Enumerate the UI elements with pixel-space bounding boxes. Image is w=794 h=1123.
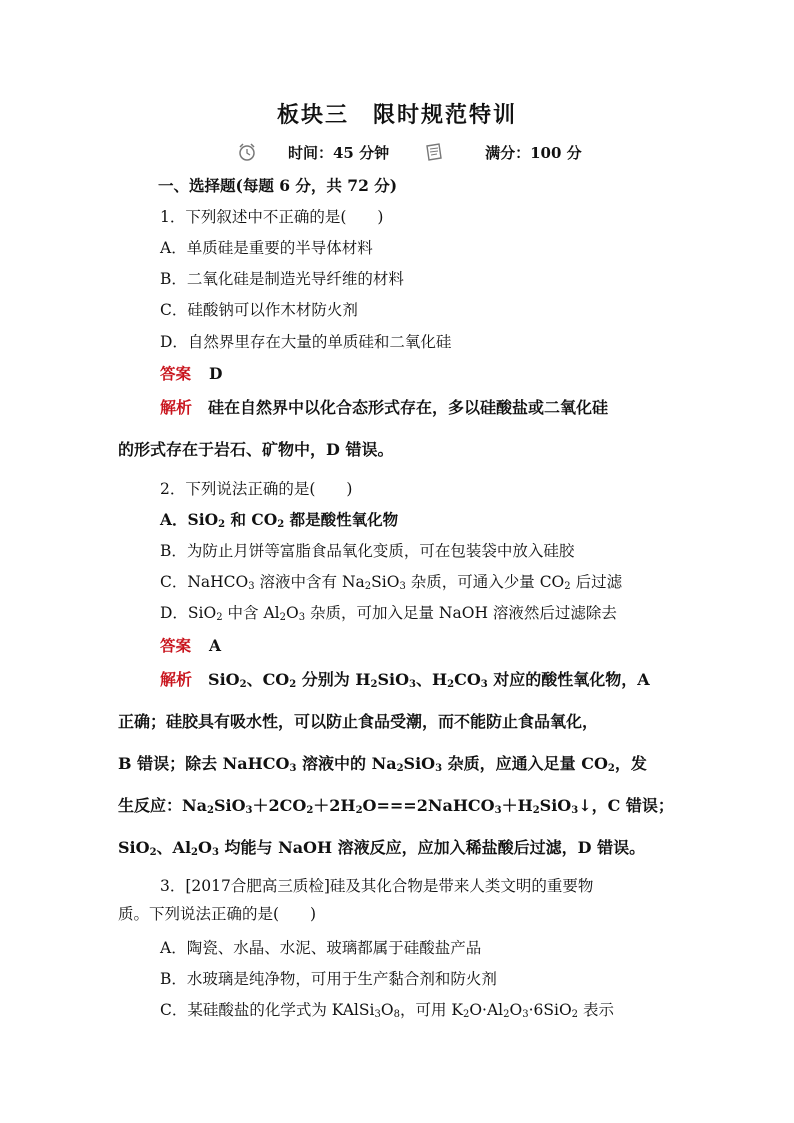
- q3-option-c: C．某硅酸盐的化学式为 $KAlSi_3O_8$，可用 $K_2O\cdot Al_2O_3\cdot 6SiO_2$ 表示: [160, 1001, 614, 1020]
- q3-option-b: B．水玻璃是纯净物，可用于生产黏合剂和防火剂: [160, 970, 497, 988]
- q2-explanation-line2: 正确；硅胶具有吸水性，可以防止食品受潮，而不能防止食品氧化，: [118, 712, 599, 731]
- q3-stem-line1: 3．[2017合肥高三质检]硅及其化合物是带来人类文明的重要物: [160, 877, 594, 895]
- explain-label: 解析: [160, 670, 193, 689]
- paper-score-icon: [423, 141, 445, 163]
- exam-meta: [236, 140, 582, 164]
- q2-option-a: A．SiO$_2$ 和 $CO_2$ 都是酸性氧化物: [160, 510, 399, 530]
- q1-explanation-line1: [160, 398, 720, 417]
- page-title: 板块三 限时规范特训: [276, 102, 517, 128]
- explain-text: 硅在自然界中以化合态形式存在，多以硅酸盐或二氧化硅: [208, 398, 609, 417]
- q1-explanation-line2: 的形式存在于岩石、矿物中，D 错误。: [118, 440, 394, 459]
- answer-value: A: [209, 636, 222, 655]
- q2-option-c: C．NaHCO$_3$ 溶液中含有 $Na_2SiO_3$ 杂质，可通入少量 $CO_2$ 后过滤: [160, 573, 623, 592]
- q2-option-d: D．SiO$_2$ 中含 $Al_2O_3$ 杂质，可加入足量 NaOH 溶液然后过滤除去: [160, 604, 617, 623]
- q1-option-b: B．二氧化硅是制造光导纤维的材料: [160, 270, 404, 288]
- q1-stem: 1．下列叙述中不正确的是( ): [160, 208, 384, 226]
- q2-explanation-line5: SiO$_2$、$Al_2O_3$ 均能与 NaOH 溶液反应，应加入稀盐酸后过滤，D 错误。: [118, 838, 646, 858]
- q2-explanation-line4: 生反应：$Na_2SiO_3+2CO_2+2H_2O===2NaHCO_3+H_2SiO_3↓$，C 错误；: [118, 796, 674, 816]
- q1-option-d: D．自然界里存在大量的单质硅和二氧化硅: [160, 333, 452, 351]
- q1-option-c: C．硅酸钠可以作木材防火剂: [160, 301, 358, 319]
- explain-label: 解析: [160, 398, 193, 417]
- answer-label: 答案: [160, 364, 192, 383]
- q3-option-a: A．陶瓷、水晶、水泥、玻璃都属于硅酸盐产品: [160, 939, 482, 957]
- q1-option-a: A．单质硅是重要的半导体材料: [160, 239, 373, 257]
- full-score: 满分：100 分: [485, 143, 582, 162]
- q1-answer: [160, 362, 222, 384]
- section-heading: 一、选择题(每题 6 分，共 72 分): [158, 176, 398, 195]
- answer-label: 答案: [160, 636, 192, 655]
- answer-value: D: [209, 364, 223, 383]
- time-limit: 时间：45 分钟: [288, 143, 390, 162]
- q2-stem: 2．下列说法正确的是( ): [160, 480, 353, 498]
- q2-explanation-line1: 解析 SiO$_2$、$CO_2$ 分别为 $H_2SiO_3$、$H_2CO_3$ 对应的酸性氧化物，A: [160, 670, 650, 690]
- q3-stem-line2: 质。下列说法正确的是( ): [118, 905, 317, 923]
- alarm-clock-icon: [236, 141, 258, 163]
- q2-explanation-line3: B 错误；除去 NaHCO$_3$ 溶液中的 $Na_2SiO_3$ 杂质，应通入足量 $CO_2$，发: [118, 754, 647, 774]
- q2-answer: [160, 634, 221, 656]
- q2-option-b: B．为防止月饼等富脂食品氧化变质，可在包装袋中放入硅胶: [160, 542, 575, 560]
